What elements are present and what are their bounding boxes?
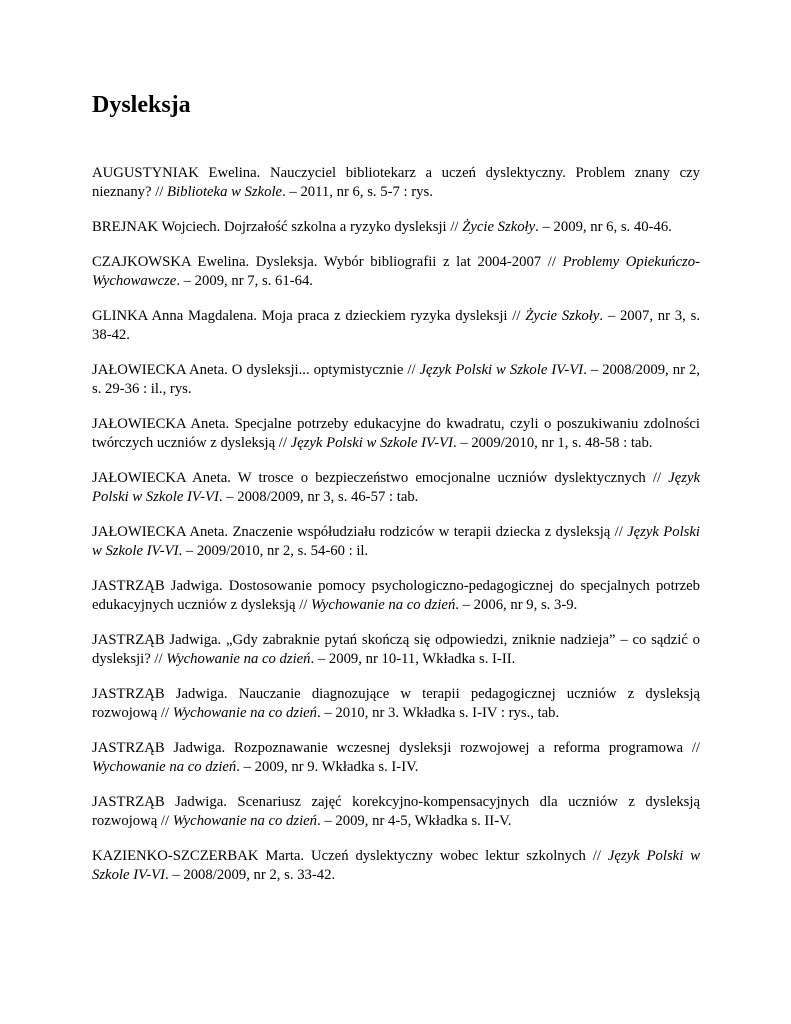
bibliography-entry — [92, 415, 700, 453]
entry-source: Życie Szkoły — [462, 219, 536, 235]
bibliography-entry — [92, 307, 700, 345]
bibliography-list — [92, 164, 700, 901]
entry-source: Wychowanie na co dzień — [311, 597, 456, 613]
entry-text: JAŁOWIECKA Aneta. Specjalne potrzeby edukacyjne do kwadratu, czyli o poszukiwaniu zdolności twórczych uczniów z dysleksją // — [92, 416, 700, 451]
bibliography-entry — [92, 253, 700, 291]
entry-source: Wychowanie na co dzień — [172, 705, 318, 721]
entry-source: Problemy Opiekuńczo-Wychowawcze — [92, 254, 700, 289]
entry-source: Wychowanie na co dzień — [92, 759, 237, 775]
entry-source: Język Polski w Szkole IV-VI — [419, 362, 584, 378]
bibliography-entry — [92, 469, 700, 507]
bibliography-entry — [92, 847, 700, 885]
entry-source: Wychowanie na co dzień — [166, 651, 311, 667]
entry-details: . – 2008/2009, nr 2, s. 33-42. — [165, 867, 336, 883]
entry-text: JASTRZĄB Jadwiga. Scenariusz zajęć korekcyjno-kompensacyjnych dla uczniów z dysleksją rozwojową // — [92, 794, 700, 829]
bibliography-entry — [92, 577, 700, 615]
page-title: Dysleksja — [92, 92, 191, 118]
entry-source: Życie Szkoły — [525, 308, 600, 324]
bibliography-entry — [92, 523, 700, 561]
entry-details: . – 2008/2009, nr 3, s. 46-57 : tab. — [218, 489, 419, 505]
entry-text: GLINKA Anna Magdalena. Moja praca z dzieckiem ryzyka dysleksji // — [92, 308, 526, 324]
entry-text: JASTRZĄB Jadwiga. Nauczanie diagnozujące w terapii pedagogicznej uczniów z dysleksją rozwojową // — [92, 686, 700, 721]
entry-details: . – 2011, nr 6, s. 5-7 : rys. — [282, 184, 433, 200]
entry-details: . – 2010, nr 3. Wkładka s. I-IV : rys., tab. — [317, 705, 560, 721]
entry-text: JASTRZĄB Jadwiga. Rozpoznawanie wczesnej dysleksji rozwojowej a reforma programowa // — [92, 740, 700, 756]
entry-source: Wychowanie na co dzień — [172, 813, 318, 829]
entry-details: . – 2009/2010, nr 1, s. 48-58 : tab. — [452, 435, 653, 451]
entry-text: JAŁOWIECKA Aneta. W trosce o bezpieczeństwo emocjonalne uczniów dyslektycznych // — [92, 470, 669, 486]
entry-details: . – 2007, nr 3, s. 38-42. — [92, 308, 700, 343]
entry-text: BREJNAK Wojciech. Dojrzałość szkolna a ryzyko dysleksji // — [92, 219, 463, 235]
bibliography-entry — [92, 218, 700, 237]
entry-details: . – 2009, nr 4-5, Wkładka s. II-V. — [317, 813, 512, 829]
entry-text: KAZIENKO-SZCZERBAK Marta. Uczeń dyslektyczny wobec lektur szkolnych // — [92, 848, 608, 864]
entry-details: . – 2009/2010, nr 2, s. 54-60 : il. — [178, 543, 369, 559]
entry-text: JAŁOWIECKA Aneta. Znaczenie współudziału rodziców w terapii dziecka z dysleksją // — [92, 524, 628, 540]
bibliography-entry — [92, 164, 700, 202]
entry-details: . – 2008/2009, nr 2, s. 29-36 : il., rys. — [92, 362, 700, 397]
entry-source: Język Polski w Szkole IV-VI — [290, 435, 453, 451]
entry-text: CZAJKOWSKA Ewelina. Dysleksja. Wybór bibliografii z lat 2004-2007 // — [92, 254, 563, 270]
entry-text: AUGUSTYNIAK Ewelina. Nauczyciel bibliotekarz a uczeń dyslektyczny. Problem znany czy nieznany? // — [92, 165, 700, 200]
entry-text: JASTRZĄB Jadwiga. Dostosowanie pomocy psychologiczno-pedagogicznej do specjalnych potrzeb edukacyjnych uczniów z dysleksją // — [92, 578, 700, 613]
bibliography-entry — [92, 739, 700, 777]
entry-details: . – 2006, nr 9, s. 3-9. — [455, 597, 578, 613]
entry-source: Język Polski w Szkole IV-VI — [92, 848, 700, 883]
entry-text: JAŁOWIECKA Aneta. O dysleksji... optymistycznie // — [92, 362, 420, 378]
entry-details: . – 2009, nr 7, s. 61-64. — [176, 273, 313, 289]
bibliography-entry — [92, 361, 700, 399]
bibliography-entry — [92, 631, 700, 669]
entry-details: . – 2009, nr 10-11, Wkładka s. I-II. — [310, 651, 516, 667]
entry-source: Język Polski w Szkole IV-VI — [92, 470, 700, 505]
bibliography-entry — [92, 685, 700, 723]
entry-text: JASTRZĄB Jadwiga. „Gdy zabraknie pytań skończą się odpowiedzi, zniknie nadzieja” – co sądzić o dysleksji? // — [92, 632, 700, 667]
entry-details: . – 2009, nr 9. Wkładka s. I-IV. — [236, 759, 419, 775]
entry-source: Język Polski w Szkole IV-VI — [92, 524, 700, 559]
entry-source: Biblioteka w Szkole — [167, 184, 283, 200]
bibliography-entry — [92, 793, 700, 831]
entry-details: . – 2009, nr 6, s. 40-46. — [535, 219, 672, 235]
